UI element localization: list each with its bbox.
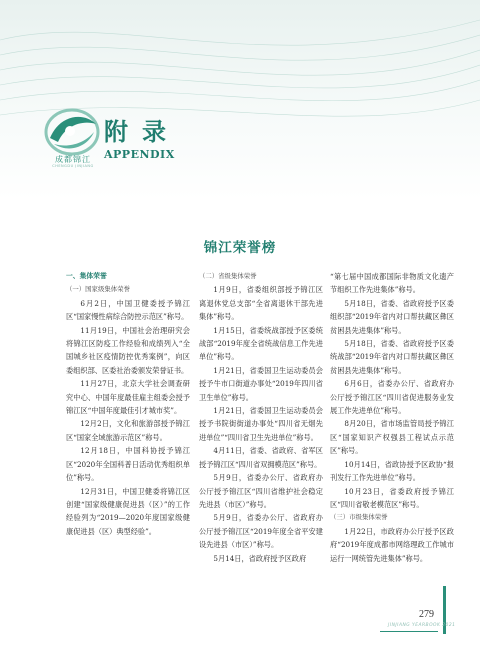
logo-subtext: CHENGDU JINJIANG <box>52 164 94 168</box>
paragraph: 10月14日，省政协授予区政协“报刊发行工作先进单位”称号。 <box>330 459 454 483</box>
page-number: 279 <box>419 609 434 620</box>
subsection-heading: 一、集体荣誉 <box>66 272 107 280</box>
appendix-title: 附录 <box>104 117 180 146</box>
subsection-heading: （二）省级集体荣誉 <box>199 272 257 280</box>
paragraph: 4月11日，省委、省政府、省军区授予锦江区“四川省双拥模范区”称号。 <box>199 446 323 469</box>
appendix-title-en: APPENDIX <box>104 148 175 161</box>
paragraph: 5月9日，省委办公厅、省政府办公厅授予锦江区“四川省维护社会稳定先进县（市区）”称号。 <box>199 473 323 509</box>
paragraph: 6月6日，省委办公厅、省政府办公厅授予锦江区“四川省促进服务业发展工作先进单位”称号。 <box>330 379 454 416</box>
paragraph: 5月18日，省委、省政府授予区委组织部“2019年省内对口帮扶藏区彝区贫困县先进集体”称号。 <box>330 298 454 335</box>
paragraph: “第七届中国成都国际非物质文化遗产节组织工作先进集体”称号。 <box>330 272 454 295</box>
subsection-heading: （三）市级集体荣誉 <box>330 513 388 522</box>
logo-text: 成都锦江 <box>55 155 91 164</box>
paragraph: 5月18日，省委、省政府授予区委统战部“2019年省内对口帮扶藏区彝区贫困县先进集体”称号。 <box>330 339 454 375</box>
paragraph: 1月9日，省委组织部授予锦江区离退休党总支部“全省离退休干部先进集体”称号。 <box>199 285 323 322</box>
text-column-2 <box>199 270 323 565</box>
paragraph: 1月15日，省委统战部授予区委统战部“2019年度全省统战信息工作先进单位”称号。 <box>199 325 323 362</box>
footer-rule <box>380 631 438 632</box>
section-heading: 锦江荣誉榜 <box>203 240 277 256</box>
paragraph: 1月22日，市政府办公厅授予区政府“2019年度成都市网络理政工作城市运行一网统管先进集体”称号。 <box>330 526 454 563</box>
paragraph: 8月20日，省市场监管局授予锦江区“国家知识产权强县工程试点示范区”称号。 <box>330 419 454 456</box>
paragraph: 12月18日，中国科协授予锦江区“2020年全国科普日活动优秀组织单位”称号。 <box>66 446 190 483</box>
text-column-3 <box>330 270 454 565</box>
paragraph: 1月21日，省委国卫生运动委员会授予书院街街道办事处“四川省无烟先进单位”“四川省卫生先进单位”称号。 <box>199 406 323 442</box>
paragraph: 12月31日，中国卫健委将锦江区创建“国家级健康促进县（区）”的工作经验列为“2019—2020年度国家级健康促进县（区）典型经验”。 <box>66 486 190 536</box>
paragraph: 10月23日，省委政府授予锦江区“四川省敬老模范区”称号。 <box>330 486 454 509</box>
header-band <box>0 0 480 200</box>
paragraph: 5月14日，省政府授予区政府 <box>213 553 307 563</box>
paragraph: 12月2日，文化和旅游部授予锦江区“国家全域旅游示范区”称号。 <box>66 419 190 442</box>
paragraph: 11月19日，中国社会治理研究会将锦江区防疫工作经验和成绩列入“全国城乡社区疫情防控优秀案例”，向区委组织部、区委社治委颁发荣誉证书。 <box>66 325 190 375</box>
paragraph: 1月21日，省委国卫生运动委员会授予牛市口街道办事处“2019年四川省卫生单位”称号。 <box>199 365 323 402</box>
paragraph: 11月27日，北京大学社会调查研究中心、中国年度最佳雇主组委会授予锦江区“中国年度最佳引才城市奖”。 <box>66 379 190 416</box>
subsection-heading: （一）国家级集体荣誉 <box>66 285 130 294</box>
footer-text: JINJIANG YEARBOOK 2021 <box>388 623 456 628</box>
text-column-1 <box>66 270 190 538</box>
paragraph: 5月9日，省委办公厅、省政府办公厅授予锦江区“2019年度全省平安建设先进县（市区）”称号。 <box>199 513 323 550</box>
decorative-lines <box>0 0 480 200</box>
paragraph: 6月2日，中国卫健委授予锦江区“国家慢性病综合防控示范区”称号。 <box>66 298 190 322</box>
